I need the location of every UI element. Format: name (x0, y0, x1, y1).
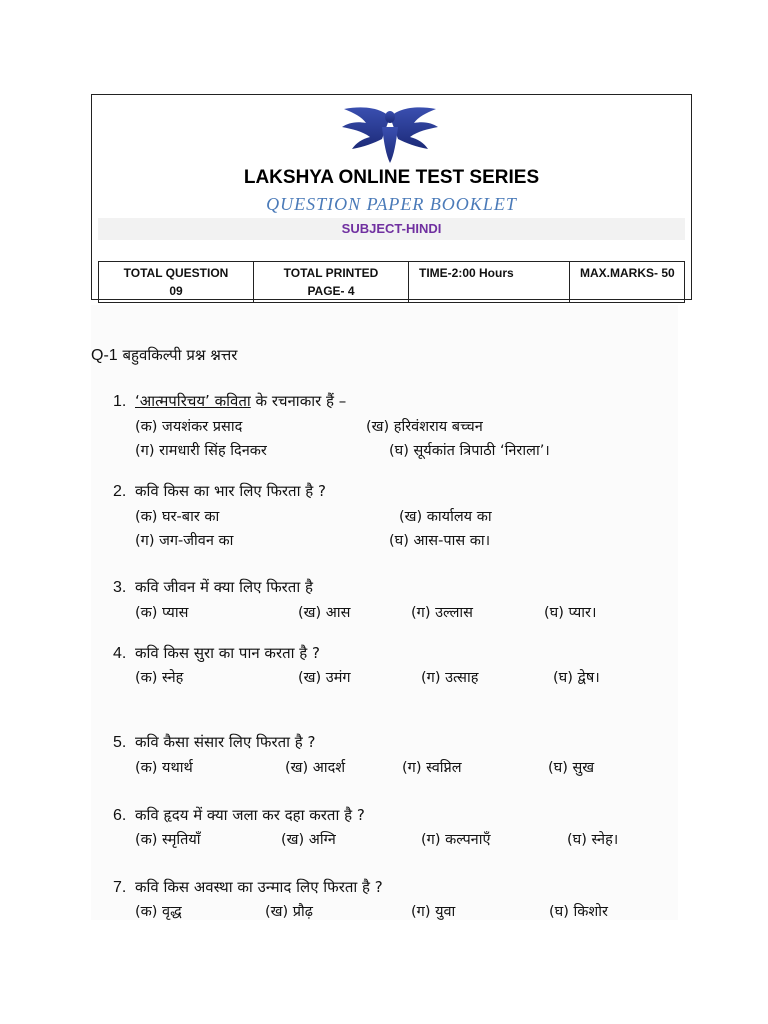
question-number: 2. (113, 483, 127, 500)
question-number: 6. (113, 807, 127, 824)
option-gha: (घ) आस-पास का। (389, 533, 491, 549)
option-gha: (घ) द्वेष। (553, 670, 600, 686)
total-question-cell (99, 262, 254, 303)
time-cell (409, 262, 570, 303)
question-number: 5. (113, 734, 127, 751)
option-gha: (घ) किशोर (549, 904, 608, 920)
question-4 (113, 643, 320, 663)
question-text: के रचनाकार हैं – (250, 392, 347, 410)
option-kha: (ख) अग्नि (281, 832, 336, 848)
option-ga: (ग) जग-जीवन का (135, 533, 234, 549)
max-marks-value: MAX.MARKS- 50 (580, 266, 675, 280)
option-ga: (ग) कल्पनाएँ (421, 832, 491, 848)
total-pages-value: PAGE- 4 (307, 284, 355, 298)
total-pages-label: TOTAL PRINTED (283, 266, 379, 280)
question-text: कवि जीवन में क्या लिए फिरता है (135, 578, 313, 596)
option-kha: (ख) हरिवंशराय बच्चन (366, 419, 483, 435)
question-2 (113, 481, 326, 501)
total-question-value: 09 (169, 284, 183, 298)
question-text: कवि कैसा संसार लिए फिरता है ? (135, 733, 316, 751)
option-ka: (क) घर-बार का (135, 509, 220, 525)
section-heading (91, 345, 237, 365)
max-marks-cell (570, 262, 685, 303)
option-kha: (ख) आस (298, 605, 351, 621)
option-ka: (क) स्मृतियाँ (135, 832, 201, 848)
section-label: Q-1 (91, 347, 118, 364)
question-5 (113, 732, 316, 752)
option-ga: (ग) रामधारी सिंह दिनकर (135, 443, 267, 459)
time-value: TIME-2:00 Hours (419, 266, 514, 280)
organization-name: LAKSHYA ONLINE TEST SERIES (243, 167, 540, 188)
question-number: 1. (113, 393, 127, 410)
exam-info-table (98, 261, 685, 303)
booklet-title: QUESTION PAPER BOOKLET (266, 194, 517, 214)
question-number: 3. (113, 579, 127, 596)
question-1 (113, 391, 346, 411)
option-ga: (ग) युवा (411, 904, 456, 920)
question-6 (113, 805, 365, 825)
subject-label: SUBJECT-HINDI (341, 221, 442, 236)
question-text: कवि हृदय में क्या जला कर दहा करता है ? (135, 806, 365, 824)
question-text: कवि किस का भार लिए फिरता है ? (135, 482, 326, 500)
option-kha: (ख) कार्यालय का (399, 509, 492, 525)
question-7 (113, 877, 383, 897)
question-number: 4. (113, 645, 127, 662)
option-ga: (ग) उत्साह (421, 670, 479, 686)
option-ka: (क) स्नेह (135, 670, 184, 686)
option-ka: (क) यथार्थ (135, 760, 193, 776)
question-text: कवि किस अवस्था का उन्माद लिए फिरता है ? (135, 878, 383, 896)
option-gha: (घ) सुख (548, 760, 595, 776)
question-text-underlined: ‘आत्मपरिचय’ कविता (135, 392, 251, 410)
section-title: बहुवकिल्पी प्रश्न श्नत्तर (122, 346, 238, 364)
option-gha: (घ) सूर्यकांत त्रिपाठी ‘निराला’। (389, 443, 550, 459)
question-number: 7. (113, 879, 127, 896)
option-ga: (ग) स्वप्निल (402, 760, 462, 776)
option-kha: (ख) आदर्श (285, 760, 346, 776)
option-ka: (क) प्यास (135, 605, 189, 621)
total-question-label: TOTAL QUESTION (123, 266, 229, 280)
option-gha: (घ) स्नेह। (567, 832, 619, 848)
option-ka: (क) जयशंकर प्रसाद (135, 419, 243, 435)
total-pages-cell (254, 262, 409, 303)
question-3 (113, 577, 313, 597)
option-kha: (ख) उमंग (298, 670, 351, 686)
option-kha: (ख) प्रौढ़ (265, 904, 313, 920)
question-text: कवि किस सुरा का पान करता है ? (135, 644, 320, 662)
option-ga: (ग) उल्लास (411, 605, 473, 621)
option-gha: (घ) प्यार। (544, 605, 597, 621)
option-ka: (क) वृद्ध (135, 904, 182, 920)
eagle-logo (340, 103, 440, 165)
